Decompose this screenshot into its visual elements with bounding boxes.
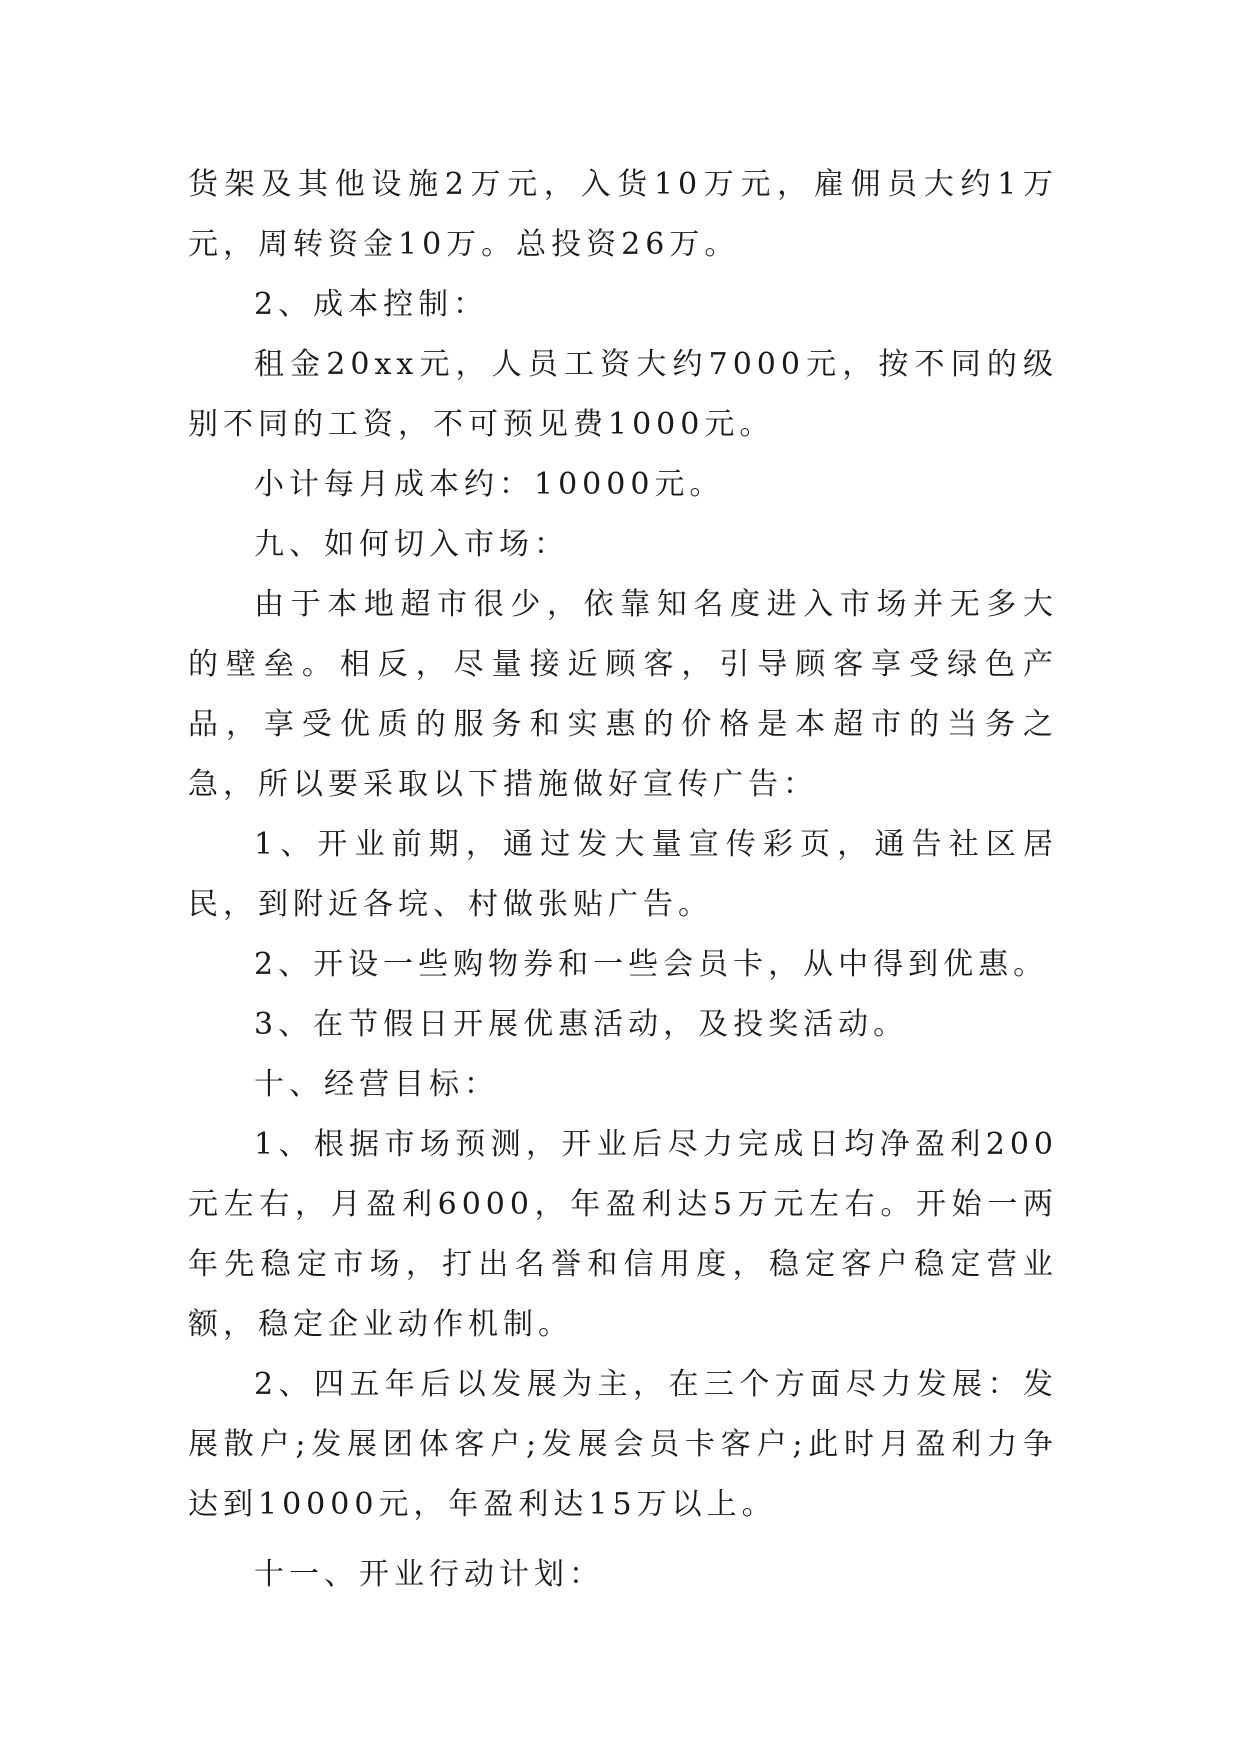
heading-opening-plan: 十一、开业行动计划：: [254, 1557, 604, 1592]
list-item-flyers: 1、开业前期，通过发大量宣传彩页，通告社区居民，到附近各垸、村做张贴广告。: [188, 827, 1058, 922]
document-body: [188, 155, 1058, 1605]
list-item-holiday-promos: 3、在节假日开展优惠活动，及投奖活动。: [254, 1007, 909, 1042]
heading-market-entry: 九、如何切入市场：: [254, 527, 569, 562]
paragraph-monthly-cost: 小计每月成本约：10000元。: [254, 467, 725, 502]
heading-cost-control: 2、成本控制：: [254, 287, 489, 322]
heading-business-goals: 十、经营目标：: [254, 1067, 499, 1102]
paragraph-investment: 货架及其他设施2万元，入货10万元，雇佣员大约1万元，周转资金10万。总投资26万。: [188, 167, 1058, 262]
paragraph-goal-later: 2、四五年后以发展为主，在三个方面尽力发展：发展散户;发展团体客户;发展会员卡客户;此时月盈利力争达到10000元，年盈利达15万以上。: [188, 1367, 1058, 1522]
paragraph-goal-early: 1、根据市场预测，开业后尽力完成日均净盈利200元左右，月盈利6000，年盈利达5万元左右。开始一两年先稳定市场，打出名誉和信用度，稳定客户稳定营业额，稳定企业动作机制。: [188, 1127, 1058, 1342]
paragraph-rent-wages: 租金20xx元，人员工资大约7000元，按不同的级别不同的工资，不可预见费1000元。: [188, 347, 1058, 442]
list-item-coupons: 2、开设一些购物券和一些会员卡，从中得到优惠。: [254, 947, 1049, 982]
paragraph-market-entry: 由于本地超市很少，依靠知名度进入市场并无多大的壁垒。相反，尽量接近顾客，引导顾客享受绿色产品，享受优质的服务和实惠的价格是本超市的当务之急，所以要采取以下措施做好宣传广告：: [188, 587, 1058, 802]
